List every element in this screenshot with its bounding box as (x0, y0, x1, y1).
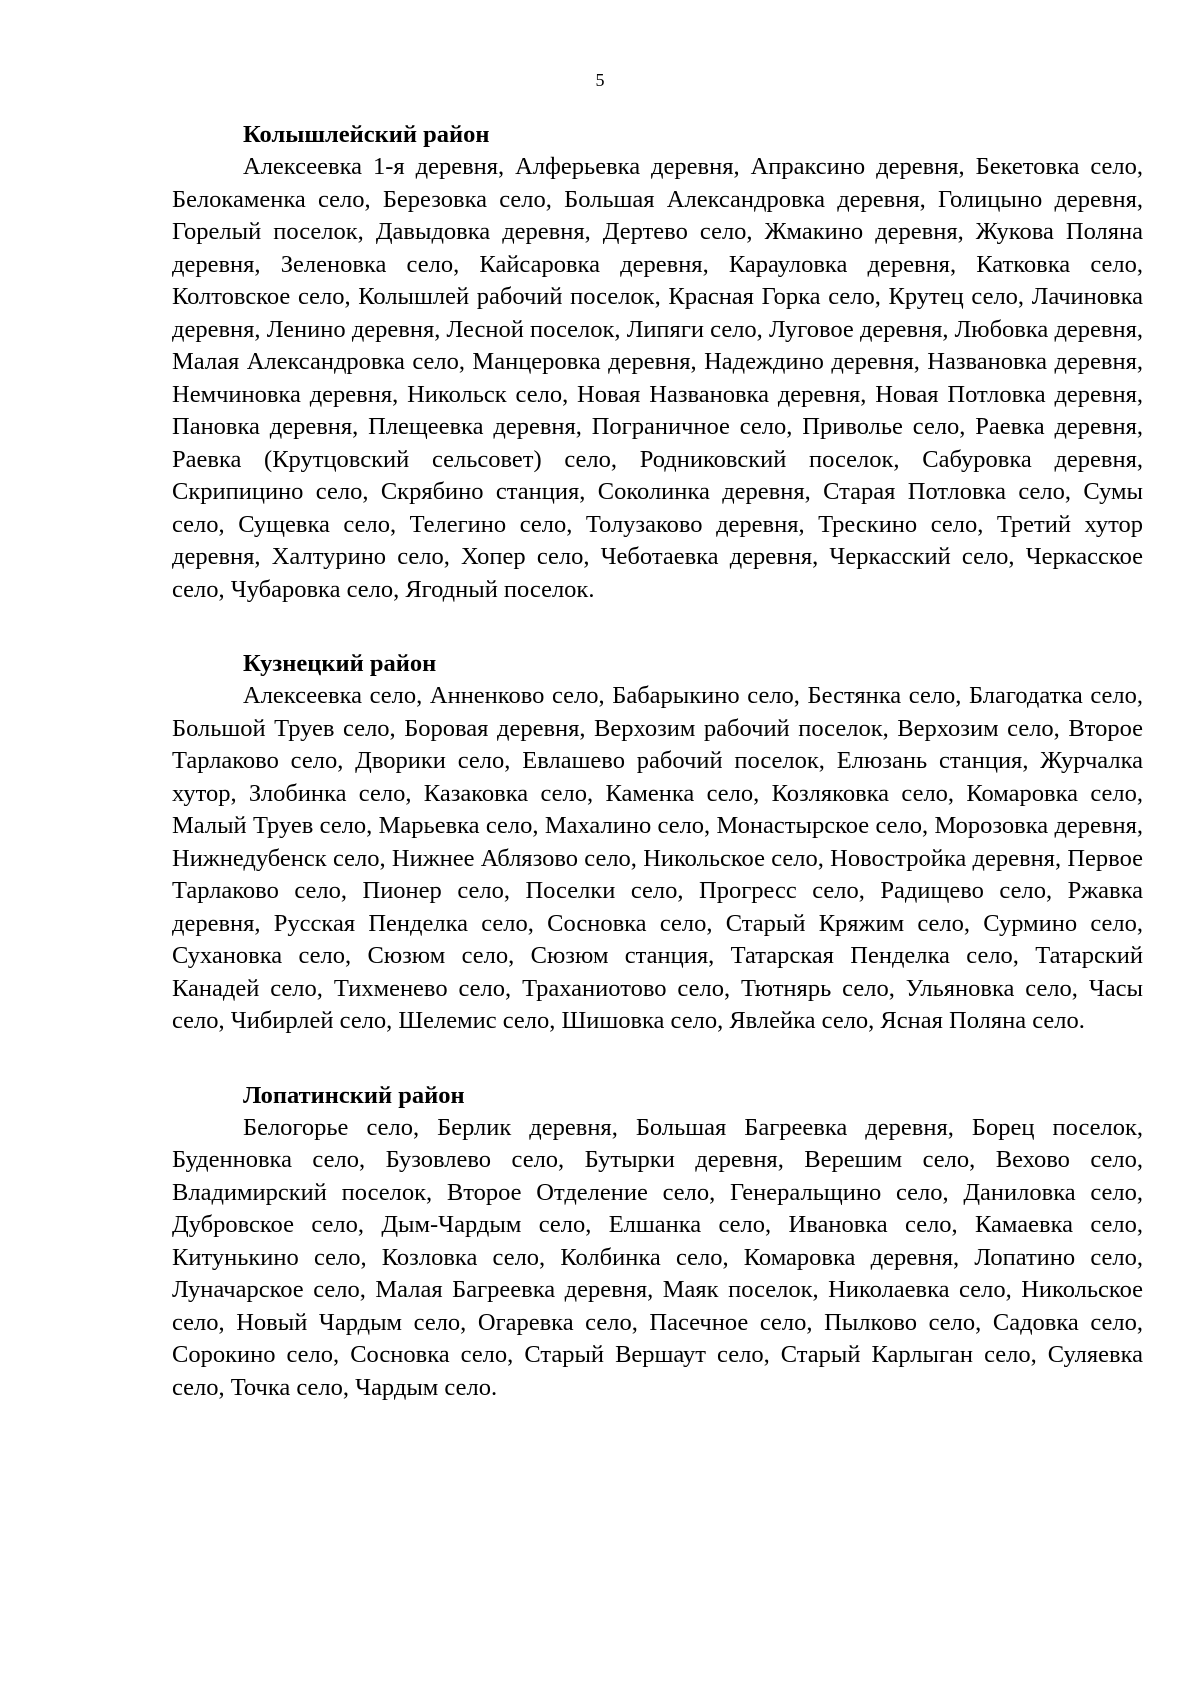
page-number: 5 (595, 70, 605, 90)
document-content (172, 118, 1143, 1445)
district-title: Кузнецкий район (243, 650, 437, 677)
district-settlement-list: Алексеевка 1-я деревня, Алферьевка деревня, Апраксино деревня, Бекетовка село, Белокаменка село, Березовка село, Большая Александровка деревня, Голицыно деревня, Горелый поселок, Давыдовка деревня, Дертево село, Жмакино деревня, Жукова Поляна деревня, Зеленовка село, Кайсаровка деревня, Карауловка деревня, Катковка село, Колтовское село, Колышлей рабочий поселок, Красная Горка село, Крутец село, Лачиновка деревня, Ленино деревня, Лесной поселок, Липяги село, Луговое деревня, Любовка деревня, Малая Александровка село, Манцеровка деревня, Надеждино деревня, Названовка деревня, Немчиновка деревня, Никольск село, Новая Названовка деревня, Новая Потловка деревня, Пановка деревня, Плещеевка деревня, Пограничное село, Приволье село, Раевка деревня, Раевка (Крутцовский сельсовет) село, Родниковский поселок, Сабуровка деревня, Скрипицино село, Скрябино станция, Соколинка деревня, Старая Потловка село, Сумы село, Сущевка село, Телегино село, Толузаково деревня, Трескино село, Третий хутор деревня, Халтурино село, Хопер село, Чеботаевка деревня, Черкасский село, Черкасское село, Чубаровка село, Ягодный поселок. (172, 153, 1143, 603)
district-title: Лопатинский район (243, 1081, 465, 1109)
district-section-lopatino (172, 1079, 1143, 1405)
district-settlement-list: Белогорье село, Берлик деревня, Большая Багреевка деревня, Борец поселок, Буденновка село, Бузовлево село, Бутырки деревня, Верешим село, Вехово село, Владимирский поселок, Второе Отделение село, Генеральщино село, Даниловка село, Дубровское село, Дым-Чардым село, Елшанка село, Ивановка село, Камаевка село, Китунькино село, Козловка село, Колбинка село, Комаровка деревня, Лопатино село, Луначарское село, Малая Багреевка деревня, Маяк поселок, Николаевка село, Никольское село, Новый Чардым село, Огаревка село, Пасечное село, Пылково село, Садовка село, Сорокино село, Сосновка село, Старый Вершаут село, Старый Карлыган село, Суляевка село, Точка село, Чардым село. (172, 1113, 1143, 1401)
district-settlement-list: Алексеевка село, Анненково село, Бабарыкино село, Бестянка село, Благодатка село, Большой Труев село, Боровая деревня, Верхозим рабочий поселок, Верхозим село, Второе Тарлаково село, Дворики село, Евлашево рабочий поселок, Елюзань станция, Журчалка хутор, Злобинка село, Казаковка село, Каменка село, Козляковка село, Комаровка село, Малый Труев село, Марьевка село, Махалино село, Монастырское село, Морозовка деревня, Нижнедубенск село, Нижнее Аблязово село, Никольское село, Новостройка деревня, Первое Тарлаково село, Пионер село, Поселки село, Прогресс село, Радищево село, Ржавка деревня, Русская Пенделка село, Сосновка село, Старый Кряжим село, Сурмино село, Сухановка село, Сюзюм село, Сюзюм станция, Татарская Пенделка село, Татарский Канадей село, Тихменево село, Траханиотово село, Тютнярь село, Ульяновка село, Часы село, Чибирлей село, Шелемис село, Шишовка село, Явлейка село, Ясная Поляна село. (172, 682, 1143, 1034)
district-section-kolyshley (172, 118, 1143, 606)
district-section-kuznetsk (172, 647, 1143, 1038)
district-title: Колышлейский район (243, 121, 490, 148)
